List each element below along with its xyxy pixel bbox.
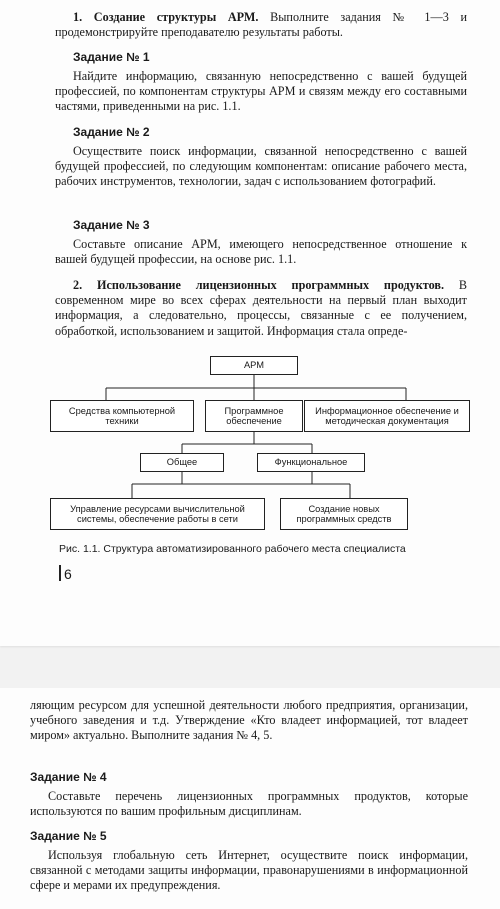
section2-title: 2. Использование лицензионных программных продуктов.: [73, 278, 444, 292]
task1-heading: Задание № 1: [73, 50, 150, 64]
task3-text: Составьте описание АРМ, имеющего непосредственное отношение к вашей будущей профессии, на основе рис. 1.1.: [55, 237, 467, 267]
section1-title: 1. Создание структуры АРМ.: [73, 10, 259, 24]
task2-text: Осуществите поиск информации, связанной непосредственно с вашей будущей профессией, по следующим компонентам: описание рабочего места, рабочих инструментов, технологии, задач с использованием фотографий.: [55, 144, 467, 189]
task2-heading: Задание № 2: [73, 125, 150, 139]
section1-paragraph: [55, 10, 467, 40]
new-programs-box: Создание новых программных средств: [280, 498, 408, 530]
section2-text: В современном мире во всех сферах деятельности на первый план выходит информация, а следовательно, процессы, связанные с ее получением, обработкой, использованием и защитой. Информация стала опреде-: [55, 278, 467, 338]
task1-text: Найдите информацию, связанную непосредственно с вашей будущей профессией, по компонентам структуры АРМ и связям между его составными частями, приведенными на рис. 1.1.: [55, 69, 467, 114]
figure-caption: Рис. 1.1. Структура автоматизированного рабочего места специалиста: [59, 543, 406, 555]
task4-text: Составьте перечень лицензионных программных продуктов, которые используются по вашим профильным дисциплинам.: [30, 789, 468, 819]
hardware-box: Средства компьютерной техники: [50, 400, 194, 432]
functional-box: Функциональное: [257, 453, 365, 472]
software-box: Программное обеспечение: [205, 400, 303, 432]
task5-text: Используя глобальную сеть Интернет, осуществите поиск информации, связанной с методами защиты информации, правонарушениями в информационной сфере и мерами их предупреждения.: [30, 848, 468, 893]
resource-management-box: Управление ресурсами вычислительной системы, обеспечение работы в сети: [50, 498, 265, 530]
section1-text: Выполните задания № 1—3 и продемонстрируйте преподавателю результаты работы.: [55, 10, 467, 40]
section2-paragraph: [55, 278, 467, 339]
page-number-bar: [59, 565, 61, 581]
page-7: [0, 688, 500, 909]
page-number: 6: [64, 566, 72, 582]
task3-heading: Задание № 3: [73, 218, 150, 232]
task5-heading: Задание № 5: [30, 829, 107, 843]
task4-heading: Задание № 4: [30, 770, 107, 784]
arm-structure-diagram: [50, 356, 470, 534]
continuation-text: ляющим ресурсом для успешной деятельности любого предприятия, организации, учебного заведения и т.д. Утверждение «Кто владеет информацией, тот владеет миром» актуально. Выполните задания № 4, 5.: [30, 698, 468, 743]
arm-box: АРМ: [210, 356, 298, 375]
info-support-box: Информационное обеспечение и методическая документация: [304, 400, 470, 432]
general-box: Общее: [140, 453, 224, 472]
